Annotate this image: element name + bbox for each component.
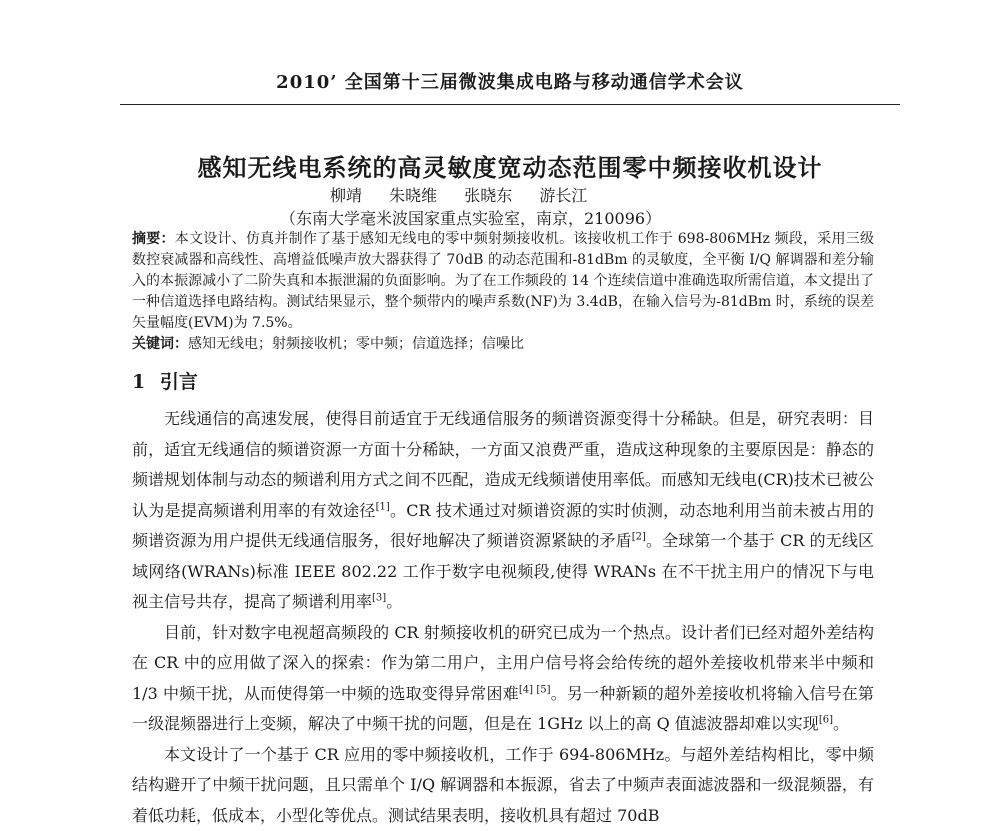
paragraph: [132, 404, 874, 618]
paragraph-text: 本文设计了一个基于 CR 应用的零中频接收机，工作于 694-806MHz。与超外差结构相比，零中频结构避开了中频干扰问题，且只需单个 I/Q 解调器和本振源，省去了中频声表面滤波器和一级混频器，有着低功耗，低成本，小型化等优点。测试结果表明，接收机具有超过 70dB: [132, 745, 874, 825]
conference-header: 2010’ 全国第十三届微波集成电路与移动通信学术会议: [120, 68, 900, 94]
author: 张晓东: [464, 186, 512, 205]
body-text: [132, 404, 874, 831]
citation: [2]: [632, 532, 646, 543]
paragraph-text: 。另一种新颖的超外差接收机将输入信号在第一级混频器进行上变频，解决了中频干扰的问题，但是在 1GHz 以上的高 Q 值滤波器却难以实现: [132, 684, 874, 734]
keywords: [132, 334, 874, 354]
paragraph: [132, 618, 874, 740]
section-title: 引言: [160, 371, 198, 393]
author: 柳靖: [330, 186, 362, 205]
paper-title: 感知无线电系统的高灵敏度宽动态范围零中频接收机设计: [100, 148, 920, 183]
header-rule: [120, 104, 900, 105]
paragraph-text: 。CR 技术通过对频谱资源的实时侦测，动态地利用当前未被占用的频谱资源为用户提供无线通信服务，很好地解决了频谱资源紧缺的矛盾: [132, 501, 874, 551]
paragraph-text: 无线通信的高速发展，使得目前适宜于无线通信服务的频谱资源变得十分稀缺。但是，研究表明：目前，适宜无线通信的频谱资源一方面十分稀缺，一方面又浪费严重，造成这种现象的主要原因是：静态的频谱规划体制与动态的频谱利用方式之间不匹配，造成无线频谱使用率低。而感知无线电(CR)技术已被公认为是提高频谱利用率的有效途径: [132, 409, 874, 520]
author: 游长江: [539, 186, 587, 205]
paragraph-text: 目前，针对数字电视超高频段的 CR 射频接收机的研究已成为一个热点。设计者们已经对超外差结构在 CR 中的应用做了深入的探索：作为第二用户，主用户信号将会给传统的超外差接收机带来半中频和 1/3 中频干扰，从而使得第一中频的选取变得异常困难: [132, 623, 874, 703]
section-number: 1: [132, 371, 145, 393]
citation: [1]: [376, 501, 390, 512]
author: 朱晓维: [389, 186, 437, 205]
abstract-label: 摘要：: [132, 231, 175, 247]
keywords-text: 感知无线电；射频接收机；零中频；信道选择；信噪比: [188, 336, 524, 352]
affiliation: （东南大学毫米波国家重点实验室，南京，210096）: [280, 206, 800, 229]
citation: [6]: [819, 715, 833, 726]
author-list: [330, 183, 830, 206]
citation: [4] [5]: [519, 684, 551, 695]
paragraph-text: 。: [386, 592, 402, 611]
section-heading: [132, 367, 198, 394]
paragraph: [132, 740, 874, 831]
abstract-text: 本文设计、仿真并制作了基于感知无线电的零中频射频接收机。该接收机工作于 698-806MHz 频段，采用三级数控衰减器和高线性、高增益低噪声放大器获得了 70dB 的动态范围和-81dBm 的灵敏度，全平衡 I/Q 解调器和差分输入的本振源减小了二阶失真和本振泄漏的负面影响。为了在工作频段的 14 个连续信道中准确选取所需信道，本文提出了一种信道选择电路结构。测试结果显示，整个频带内的噪声系数(NF)为 3.4dB，在输入信号为-81dBm 时，系统的误差矢量幅度(EVM)为 7.5%。: [132, 231, 874, 331]
paragraph-text: 。: [833, 714, 849, 733]
keywords-label: 关键词：: [132, 336, 188, 352]
citation: [3]: [372, 593, 386, 604]
paragraph-text: 。全球第一个基于 CR 的无线区域网络(WRANs)标准 IEEE 802.22 工作于数字电视频段,使得 WRANs 在不干扰主用户的情况下与电视主信号共存，提高了频谱利用率: [132, 531, 874, 611]
abstract: [132, 229, 874, 334]
